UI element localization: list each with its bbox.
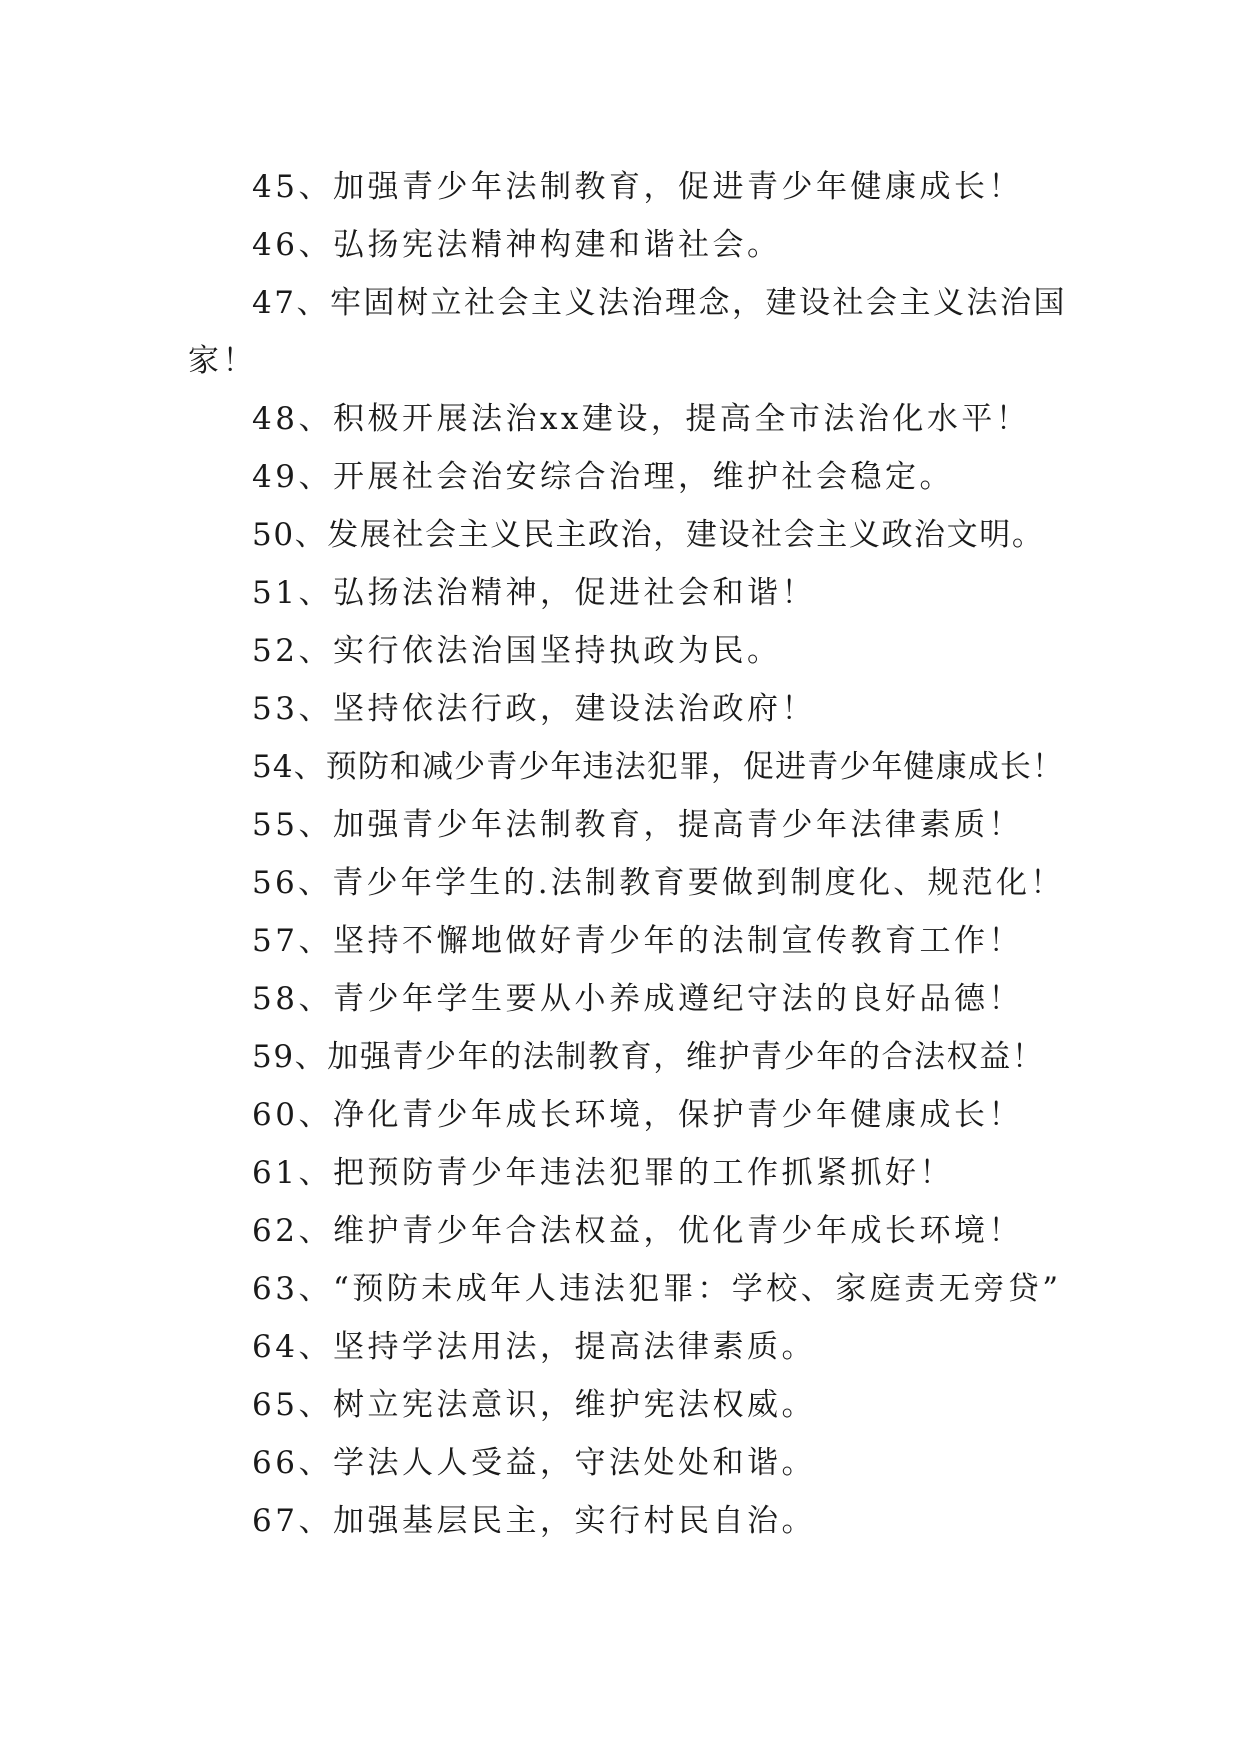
list-item: 59、加强青少年的法制教育，维护青少年的合法权益！ bbox=[252, 1039, 1045, 1075]
list-item: 50、发展社会主义民主政治，建设社会主义政治文明。 bbox=[252, 517, 1045, 553]
list-item: 49、开展社会治安综合治理，维护社会稳定。 bbox=[252, 459, 954, 495]
list-item-continuation: 家！ bbox=[188, 343, 257, 379]
list-item: 47、牢固树立社会主义法治理念，建设社会主义法治国 bbox=[252, 285, 1067, 321]
list-item: 61、把预防青少年违法犯罪的工作抓紧抓好！ bbox=[252, 1155, 954, 1191]
list-item: 67、加强基层民主，实行村民自治。 bbox=[252, 1503, 816, 1539]
list-item: 63、“预防未成年人违法犯罪：学校、家庭责无旁贷” bbox=[252, 1271, 1062, 1307]
list-item: 62、维护青少年合法权益，优化青少年成长环境！ bbox=[252, 1213, 1023, 1249]
list-item: 57、坚持不懈地做好青少年的法制宣传教育工作！ bbox=[252, 923, 1023, 959]
list-item: 54、预防和减少青少年违法犯罪，促进青少年健康成长！ bbox=[252, 749, 1065, 785]
list-item: 65、树立宪法意识，维护宪法权威。 bbox=[252, 1387, 816, 1423]
list-item: 58、青少年学生要从小养成遵纪守法的良好品德！ bbox=[252, 981, 1023, 1017]
slogan-list bbox=[188, 158, 1068, 1550]
list-item: 52、实行依法治国坚持执政为民。 bbox=[252, 633, 782, 669]
list-item: 53、坚持依法行政，建设法治政府！ bbox=[252, 691, 816, 727]
list-item: 66、学法人人受益，守法处处和谐。 bbox=[252, 1445, 816, 1481]
list-item: 51、弘扬法治精神，促进社会和谐！ bbox=[252, 575, 816, 611]
list-item: 56、青少年学生的.法制教育要做到制度化、规范化！ bbox=[252, 865, 1065, 901]
list-item: 45、加强青少年法制教育，促进青少年健康成长！ bbox=[252, 169, 1023, 205]
list-item: 55、加强青少年法制教育，提高青少年法律素质！ bbox=[252, 807, 1023, 843]
list-item: 60、净化青少年成长环境，保护青少年健康成长！ bbox=[252, 1097, 1023, 1133]
list-item: 64、坚持学法用法，提高法律素质。 bbox=[252, 1329, 816, 1365]
list-item: 48、积极开展法治xx建设，提高全市法治化水平！ bbox=[252, 401, 1031, 437]
list-item: 46、弘扬宪法精神构建和谐社会。 bbox=[252, 227, 782, 263]
